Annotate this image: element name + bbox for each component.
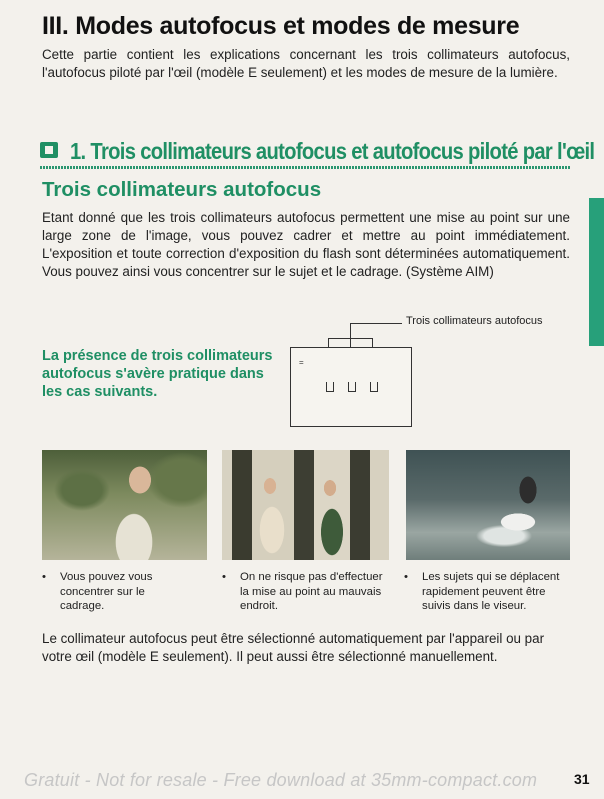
caption-text: Les sujets qui se déplacent rapidement peuvent être suivis dans le viseur. [422,571,560,612]
use-cases-heading: La présence de trois collimateurs autofocus s'avère pratique dans les cas suivants. [42,348,273,400]
caption-2 [222,570,392,614]
chapter-heading [40,138,595,166]
bullet-icon: • [42,571,46,583]
subsection-body: Etant donné que les trois collimateurs autofocus permettent une mise au point sur une large zone de l'image, vous pouvez cadrer et mettre au point immédiatement. L'exposition et toute correction d'exposition du flash sont déterminées automatiquement. Vous pouvez ainsi vous concentrer sur le sujet et le cadrage. (Système AIM) [42,210,570,279]
af-callout-line [350,323,402,324]
subsection-title: Trois collimateurs autofocus [42,178,322,201]
closing-paragraph: Le collimateur autofocus peut être sélectionné automatiquement par l'appareil ou par votre œil (modèle E seulement). Il peut aussi être sélectionné manuellement. [42,631,545,664]
af-point-right [370,382,378,392]
af-point-left [326,382,334,392]
intro-paragraph: Cette partie contient les explications concernant les trois collimateurs autofocus, l'autofocus piloté par l'œil (modèle E seulement) et les modes de mesure de la lumière. [42,47,570,80]
photo-woman-outdoors [42,450,207,560]
chapter-divider [40,166,570,169]
page-number: 31 [574,771,590,787]
viewfinder-diagram [290,347,412,427]
caption-3 [404,570,574,614]
caption-text: On ne risque pas d'effectuer la mise au point au mauvais endroit. [240,571,383,612]
viewfinder-indicator: = [299,358,304,367]
photo-two-women-columns [222,450,389,560]
chapter-marker-icon [40,142,58,158]
af-point-center [348,382,356,392]
af-callout-label: Trois collimateurs autofocus [406,315,543,327]
bullet-icon: • [222,571,226,583]
chapter-title: 1. Trois collimateurs autofocus et autofocus piloté par l'œil [70,138,595,164]
page-edge-tab [589,198,604,346]
caption-text: Vous pouvez vous concentrer sur le cadrage. [60,571,153,612]
section-title: III. Modes autofocus et modes de mesure [42,12,520,40]
watermark: Gratuit - Not for resale - Free download at 35mm-compact.com [24,770,538,790]
bullet-icon: • [404,571,408,583]
photo-jet-ski [406,450,570,560]
caption-1 [42,570,192,614]
